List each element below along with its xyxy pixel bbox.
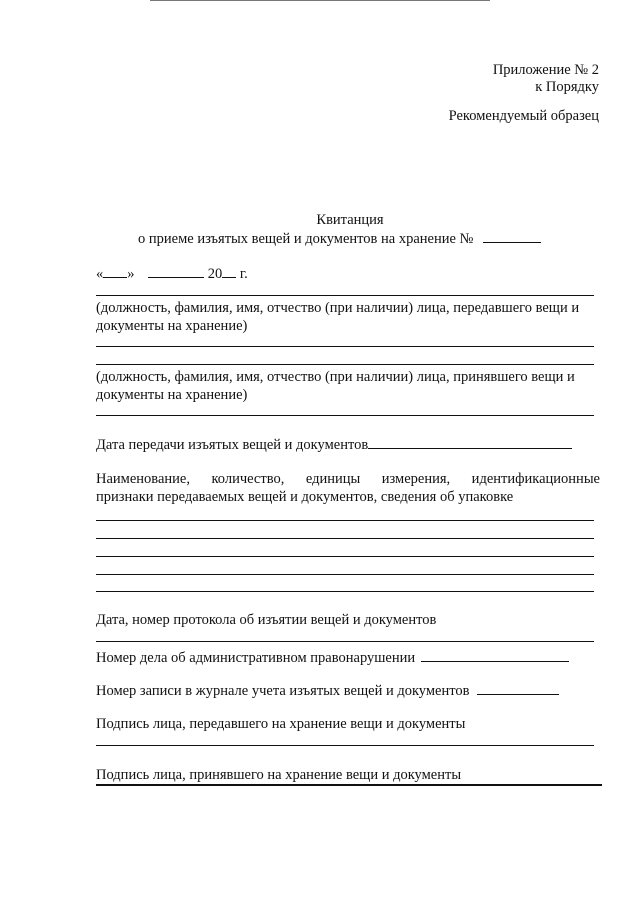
- recommended-sample-label: Рекомендуемый образец: [448, 108, 599, 124]
- items-line[interactable]: [96, 538, 594, 539]
- transfer-date-blank[interactable]: [368, 435, 572, 449]
- year-blank[interactable]: [222, 264, 236, 278]
- receiver-caption-line-2: документы на хранение): [96, 387, 248, 403]
- receiver-caption-line-1: (должность, фамилия, имя, отчество (при наличии) лица, принявшего вещи и: [96, 369, 575, 385]
- transferor-name-line[interactable]: [96, 295, 594, 296]
- journal-record-blank[interactable]: [477, 681, 559, 695]
- protocol-label: Дата, номер протокола об изъятии вещей и документов: [96, 612, 437, 628]
- blank-line[interactable]: [96, 346, 594, 347]
- items-line[interactable]: [96, 520, 594, 521]
- protocol-line[interactable]: [96, 641, 594, 642]
- appendix-number: Приложение № 2: [492, 62, 599, 78]
- receipt-number-blank[interactable]: [483, 229, 541, 243]
- journal-record-label: Номер записи в журнале учета изъятых вещей и документов: [96, 683, 470, 699]
- items-line[interactable]: [96, 591, 594, 592]
- receiver-signature-label: Подпись лица, принявшего на хранение вещи и документы: [96, 767, 462, 783]
- transfer-date-label: Дата передачи изъятых вещей и документов: [96, 437, 369, 453]
- case-number-blank[interactable]: [421, 648, 569, 662]
- receipt-date-line: [96, 264, 248, 283]
- items-description-line-1: Наименование, количество, единицы измерения, идентификационные: [96, 471, 600, 487]
- blank-line[interactable]: [96, 415, 594, 416]
- case-number-label: Номер дела об административном правонарушении: [96, 650, 416, 666]
- case-number-field: [96, 648, 569, 667]
- transferor-caption-line-2: документы на хранение): [96, 318, 248, 334]
- scan-edge-line: [150, 0, 490, 1]
- items-line[interactable]: [96, 556, 594, 557]
- items-line[interactable]: [96, 574, 594, 575]
- month-blank[interactable]: [148, 264, 204, 278]
- receiver-signature-line[interactable]: [96, 784, 602, 786]
- appendix-to-order: к Порядку: [535, 79, 599, 95]
- year-suffix: г.: [239, 266, 248, 282]
- transferor-caption-line-1: (должность, фамилия, имя, отчество (при наличии) лица, передавшего вещи и: [96, 300, 580, 316]
- receiver-name-line[interactable]: [96, 364, 594, 365]
- document-subtitle: [138, 229, 541, 248]
- journal-record-field: [96, 681, 559, 700]
- items-description-line-2: признаки передаваемых вещей и документов, сведения об упаковке: [96, 489, 514, 505]
- transferor-signature-label: Подпись лица, передавшего на хранение вещи и документы: [96, 716, 466, 732]
- open-quote: «: [96, 266, 104, 282]
- document-title: Квитанция: [316, 212, 384, 228]
- year-prefix: 20: [207, 266, 223, 282]
- transferor-signature-line[interactable]: [96, 745, 594, 746]
- day-blank[interactable]: [103, 264, 127, 278]
- document-subtitle-text: о приеме изъятых вещей и документов на хранение №: [138, 231, 474, 247]
- close-quote: »: [127, 266, 135, 282]
- transfer-date-field: [96, 435, 572, 454]
